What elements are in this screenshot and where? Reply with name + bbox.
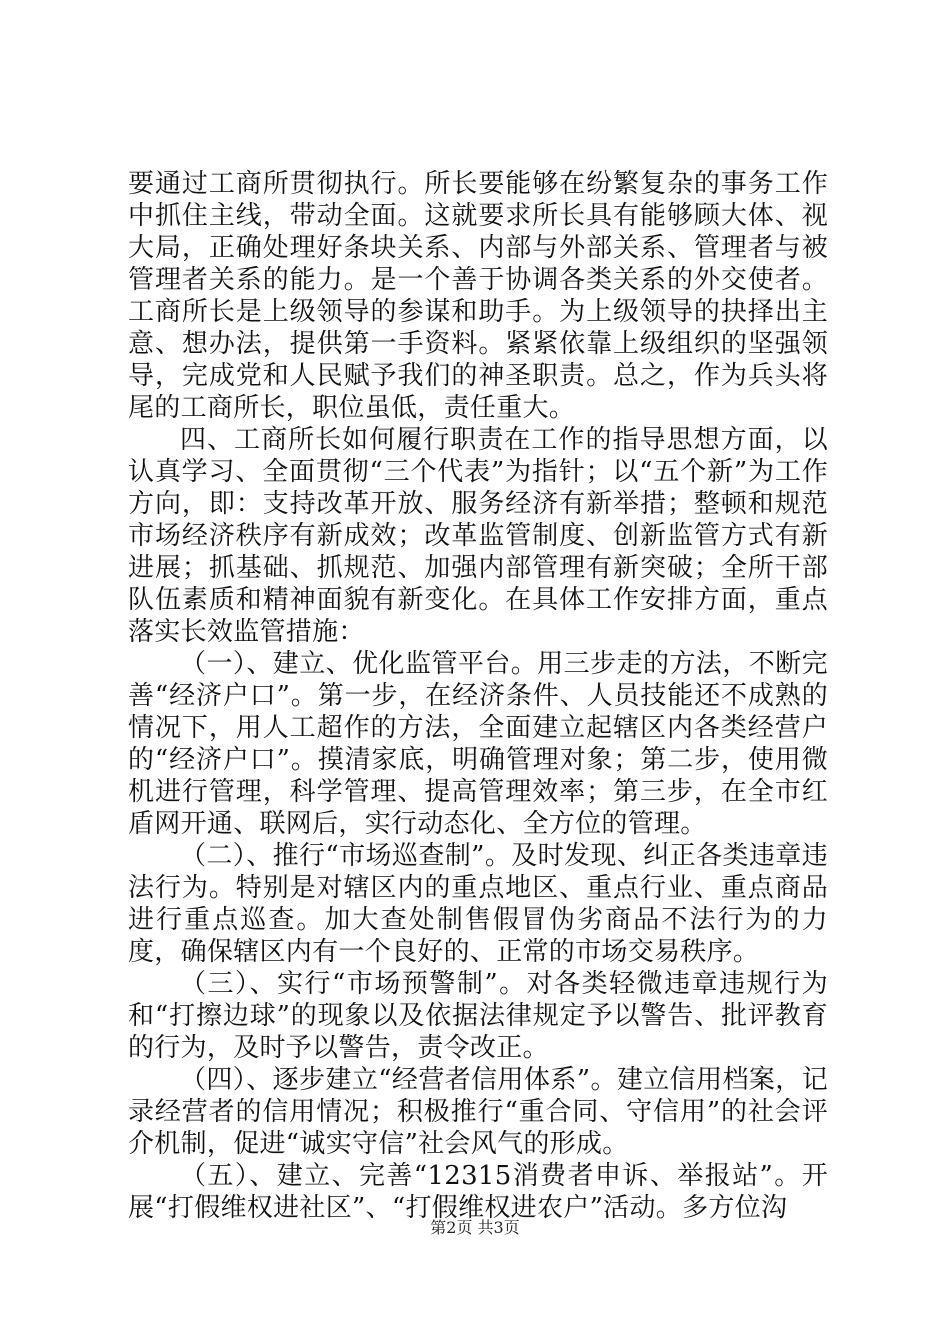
paragraph-1: 要通过工商所贯彻执行。所长要能够在纷繁复杂的事务工作中抓住主线，带动全面。这就要求所长具有能够顾大体、视大局，正确处理好条块关系、内部与外部关系、管理者与被管理者关系的能力。是一个善于协调各类关系的外交使者。工商所长是上级领导的参谋和助手。为上级领导的抉择出主意、想办法，提供第一手资料。紧紧依靠上级组织的坚强领导，完成党和人民赋予我们的神圣职责。总之，作为兵头将尾的工商所长，职位虽低，责任重大。 [128,169,828,423]
paragraph-3: （一）、建立、优化监管平台。用三步走的方法，不断完善“经济户口”。第一步，在经济条件、人员技能还不成熟的情况下，用人工超作的方法，全面建立起辖区内各类经营户的“经济户口”。摸清家底，明确管理对象；第二步，使用微机进行管理，科学管理、提高管理效率；第三步，在全市红盾网开通、联网后，实行动态化、全方位的管理。 [128,649,828,839]
paragraph-2: 四、工商所长如何履行职责在工作的指导思想方面，以认真学习、全面贯彻“三个代表”为指针；以“五个新”为工作方向，即：支持改革开放、服务经济有新举措；整顿和规范市场经济秩序有新成效；改革监管制度、创新监管方式有新进展；抓基础、抓规范、加强内部管理有新突破；全所干部队伍素质和精神面貌有新变化。在具体工作安排方面，重点落实长效监管措施： [128,425,828,647]
paragraph-7: （五）、建立、完善“12315消费者申诉、举报站”。开展“打假维权进社区”、“打假维权进农户”活动。多方位沟 [128,1161,828,1223]
paragraph-6: （四）、逐步建立“经营者信用体系”。建立信用档案，记录经营者的信用情况；积极推行“重合同、守信用”的社会评介机制，促进“诚实守信”社会风气的形成。 [128,1065,828,1159]
page-footer: 第2页 共3页 [430,1218,520,1237]
paragraph-4: （二）、推行“市场巡查制”。及时发现、纠正各类违章违法行为。特别是对辖区内的重点地区、重点行业、重点商品进行重点巡查。加大查处制售假冒伪劣商品不法行为的力度，确保辖区内有一个良好的、正常的市场交易秩序。 [128,841,828,967]
paragraph-5: （三）、实行“市场预警制”。对各类轻微违章违规行为和“打擦边球”的现象以及依据法律规定予以警告、批评教育的行为，及时予以警告，责令改正。 [128,969,828,1063]
document-body [128,168,828,1224]
